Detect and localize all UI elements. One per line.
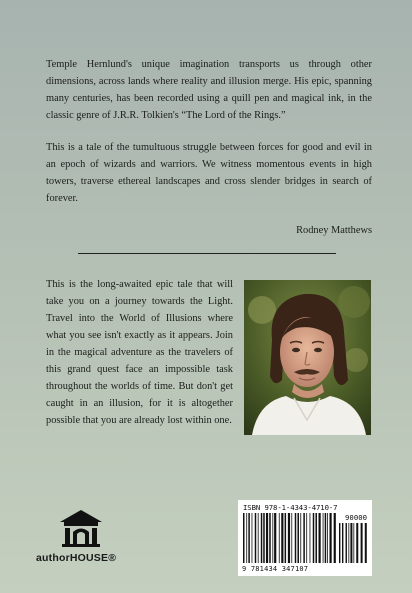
divider-rule — [78, 253, 336, 254]
author-photo — [244, 280, 371, 435]
endorsement-paragraph-2: This is a tale of the tumultuous struggle between forces for good and evil in an epoch of wizards and warriors. We witness momentous events in high towers, traverse ethereal landscapes and cross slender bridges in search of forever. — [46, 142, 372, 204]
publisher-name: authorHOUSE® — [36, 552, 117, 564]
barcode-digits: 9 781434 347107 — [242, 565, 309, 573]
endorsement-quote — [46, 56, 372, 222]
authorhouse-logo-icon — [58, 508, 104, 548]
isbn-barcode — [238, 500, 372, 576]
endorsement-paragraph-1: Temple Hernlund's unique imagination transports us through other dimensions, across lands where reality and illusion merge. His epic, spanning many centuries, has been recorded using a quill pen and magical ink, in the classic genre of J.R.R. Tolkien's “The Lord of the Rings.” — [46, 59, 372, 121]
price-code: 90000 — [345, 513, 367, 522]
book-blurb: This is the long-awaited epic tale that will take you on a journey towards the Light. Travel into the World of Illusions where what you see isn't exactly as it appears. Join in the magical adventure as the travelers of this grand quest face an impossible task throughout the worlds of time. But don't get caught in an illusion, for it is altogether possible that you are already lost within one. — [46, 279, 233, 426]
isbn-text: ISBN 978-1-4343-4710-7 — [243, 503, 338, 512]
publisher-logo — [36, 508, 146, 570]
author-portrait-image — [244, 280, 371, 435]
endorsement-author: Rodney Matthews — [296, 225, 372, 236]
barcode-bars — [242, 513, 368, 565]
